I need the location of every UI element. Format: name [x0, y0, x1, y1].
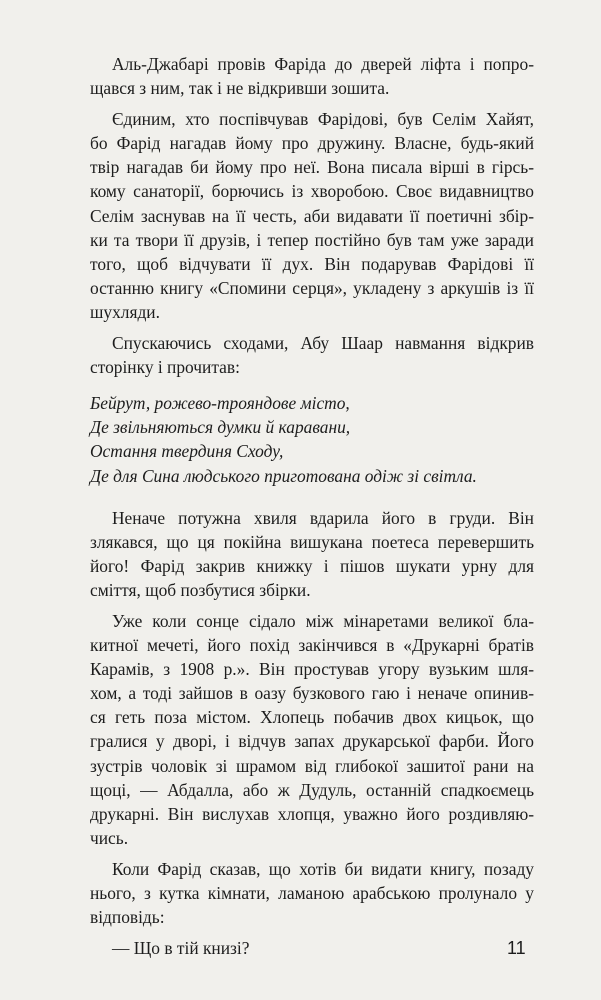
- page-number: 11: [507, 938, 526, 958]
- poem-line: Де звільняються думки й каравани,: [90, 417, 351, 438]
- text-line: чись.: [90, 827, 129, 848]
- paragraph: [90, 331, 534, 379]
- page-body: [90, 52, 534, 967]
- text-line: — Що в тій книзі?: [112, 938, 250, 959]
- text-line: твір нагадав би йому про неї. Вона писала вірші в гірсь-: [90, 157, 534, 178]
- text-line: Спускаючись сходами, Абу Шаар навмання відкрив: [112, 333, 534, 354]
- text-line: кому санаторії, борючись із хворобою. Своє видавництво: [90, 181, 534, 202]
- paragraph: [90, 107, 534, 324]
- poem-line: Де для Сина людського приготована одіж зі світла.: [90, 465, 477, 486]
- poem-line: Бейрут, рожево-трояндове місто,: [90, 393, 350, 414]
- text-line: друкарні. Він вислухав хлопця, уважно його роздивляю-: [90, 803, 534, 824]
- text-line: шухляди.: [90, 301, 160, 322]
- text-line: хом, а тоді зайшов в оазу бузкового гаю і неначе опинив-: [90, 683, 534, 704]
- text-line: бо Фарід нагадав йому про дружину. Власне, будь-який: [90, 133, 534, 154]
- paragraph: [90, 506, 534, 602]
- text-line: того, щоб відчувати її дух. Він подарував Фарідові її: [90, 253, 534, 274]
- text-line: ся геть поза містом. Хлопець побачив двох кицьок, що: [90, 707, 534, 728]
- poem-quote: [90, 391, 534, 487]
- text-line: китної мечеті, його похід закінчився в «Друкарні братів: [90, 635, 534, 656]
- text-line: його! Фарід закрив книжку і пішов шукати урну для: [90, 555, 534, 576]
- paragraph: [90, 52, 534, 100]
- text-line: сміття, щоб позбутися збірки.: [90, 579, 311, 600]
- text-line: зустрів чоловік зі шрамом від глибокої зашитої рани на: [90, 755, 534, 776]
- paragraph: [90, 936, 534, 960]
- text-line: Аль-Джабарі провів Фаріда до дверей ліфта і попро-: [112, 54, 534, 74]
- text-line: Коли Фарід сказав, що хотів би видати книгу, позаду: [112, 858, 534, 879]
- text-line: Карамів, з 1908 р.». Він простував угору вузьким шля-: [90, 659, 534, 680]
- text-line: відповідь:: [90, 907, 165, 928]
- text-line: нього, з кутка кімнати, ламаною арабською пролунало у: [90, 883, 534, 903]
- text-line: Селім заснував на її честь, аби видавати її поетичні збір-: [90, 205, 534, 226]
- text-line: сторінку і прочитав:: [90, 357, 240, 378]
- text-line: гралися у дворі, і відчув запах друкарської фарби. Його: [90, 731, 534, 752]
- text-line: Уже коли сонце сідало між мінаретами великої бла-: [112, 610, 534, 631]
- text-line: злякався, що ця покійна вишукана поетеса перевершить: [90, 531, 534, 552]
- text-line: щався з ним, так і не відкривши зошита.: [90, 78, 390, 99]
- paragraph: [90, 857, 534, 929]
- text-line: останню книгу «Спомини серця», укладену з аркушів із її: [90, 277, 534, 298]
- text-line: ки та твори її друзів, і тепер постійно був там уже заради: [90, 229, 534, 250]
- text-line: Єдиним, хто поспівчував Фарідові, був Селім Хайят,: [112, 109, 534, 130]
- paragraph: [90, 609, 534, 850]
- text-line: Неначе потужна хвиля вдарила його в груди. Він: [112, 507, 534, 528]
- text-line: щоці, — Абдалла, або ж Дудуль, останній спадкоємець: [90, 779, 534, 800]
- poem-line: Остання твердиня Сходу,: [90, 441, 284, 462]
